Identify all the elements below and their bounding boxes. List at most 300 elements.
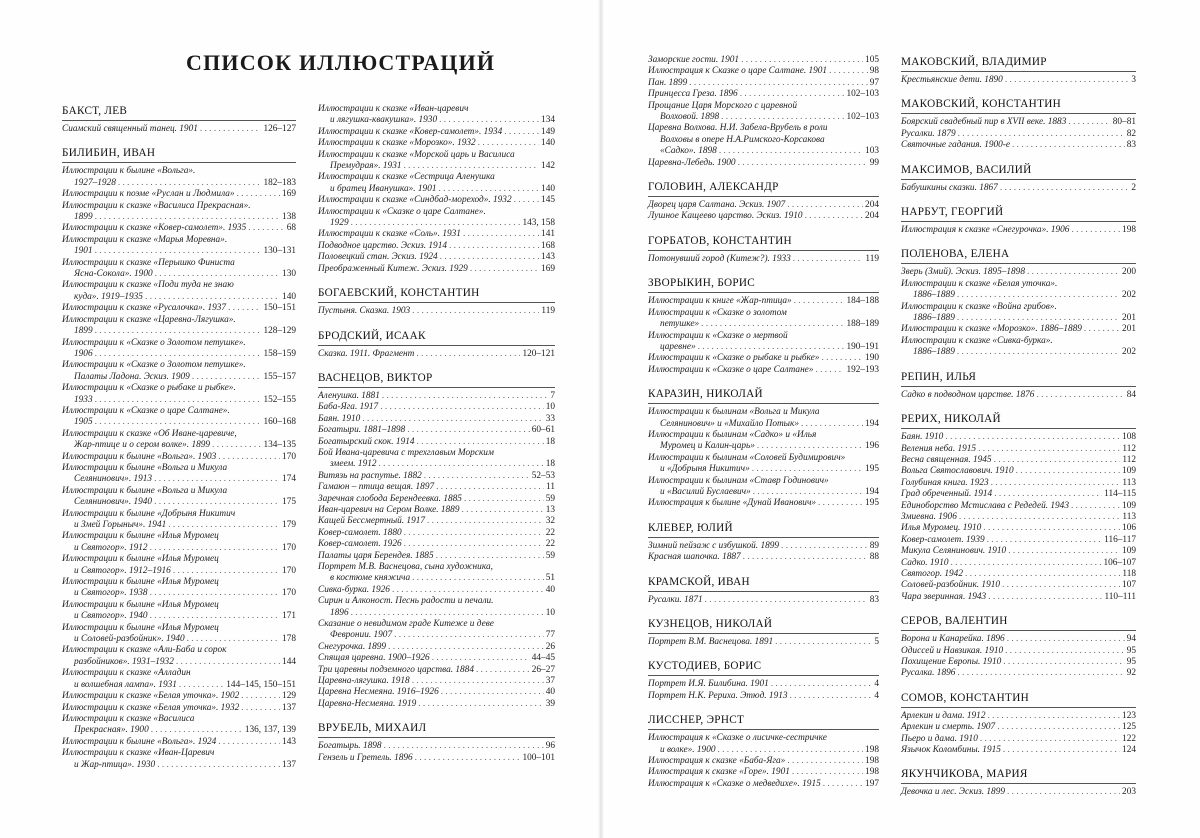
page-number: 84 bbox=[1126, 389, 1136, 400]
entry-title: Царевна-Лебедь. 1900 bbox=[648, 157, 736, 168]
entry-line bbox=[62, 531, 296, 542]
illustration-entry bbox=[648, 89, 879, 100]
entry-title: Половецкий стан. Эскиз. 1924 bbox=[318, 252, 438, 263]
entry-line bbox=[62, 269, 296, 280]
entry-title: и «Добрыня Никитич» bbox=[660, 464, 750, 475]
entry-title: Иллюстрации к былине «Вольга». 1903 bbox=[62, 451, 217, 462]
illustration-entry bbox=[62, 360, 296, 383]
entry-line bbox=[901, 140, 1136, 151]
dot-leader bbox=[436, 551, 544, 562]
page-number: 126–127 bbox=[263, 124, 296, 134]
page-number: 83 bbox=[869, 594, 879, 605]
entry-line bbox=[901, 313, 1136, 324]
artist-section bbox=[648, 617, 879, 648]
dot-leader bbox=[801, 419, 863, 430]
entry-title: Зимний пейзаж с избушкой. 1899 bbox=[648, 540, 780, 551]
dot-leader bbox=[404, 539, 544, 550]
entry-title: Иллюстрация к сказке «Баба-Яга» bbox=[648, 756, 786, 767]
entry-title: Бой Ивана-царевича с трехглавым Морским bbox=[318, 447, 494, 458]
entry-line bbox=[901, 75, 1136, 86]
artist-section bbox=[901, 412, 1136, 603]
entry-line bbox=[648, 66, 879, 77]
entry-line bbox=[318, 608, 555, 619]
artist-heading: БРОДСКИЙ, ИСААК bbox=[318, 329, 555, 346]
page-number: 26–27 bbox=[531, 664, 555, 675]
entry-title: Соловей-разбойник. 1910 bbox=[901, 580, 1001, 591]
entry-title: Баян. 1910 bbox=[901, 432, 944, 443]
entry-line bbox=[318, 195, 555, 206]
entry-title: Иллюстрации к былине «Вольга и Микула bbox=[62, 485, 228, 496]
entry-title: Иллюстрации к сказке «Сивка-бурка». bbox=[901, 335, 1053, 346]
entry-line bbox=[901, 657, 1136, 668]
entry-title: Иллюстрации к поэме «Руслан и Людмила» bbox=[62, 189, 235, 200]
entry-title: Иллюстрации к сказке «Белая уточка». 1902 bbox=[62, 691, 240, 702]
illustration-entry bbox=[318, 562, 555, 585]
page-number: 109 bbox=[1122, 546, 1136, 557]
entry-title: Сказка. 1911. Фрагмент bbox=[318, 348, 415, 359]
entry-title: Иллюстрации к сказке «Иван-царевич bbox=[318, 104, 469, 114]
illustration-entry bbox=[901, 279, 1136, 302]
entry-line bbox=[318, 241, 555, 252]
dot-leader bbox=[994, 455, 1121, 466]
entry-line bbox=[648, 331, 879, 342]
entry-line bbox=[62, 691, 296, 702]
artist-heading: ЛИССНЕР, ЭРНСТ bbox=[648, 713, 879, 730]
page-number: 106 bbox=[1122, 523, 1136, 534]
entry-line bbox=[318, 150, 555, 161]
illustration-entry bbox=[901, 324, 1136, 335]
illustration-entry bbox=[901, 569, 1136, 580]
page-number: 170 bbox=[282, 565, 296, 576]
page-number: 119 bbox=[541, 306, 555, 317]
page-number: 144–145, 150–151 bbox=[226, 679, 296, 690]
entry-line bbox=[648, 767, 879, 778]
illustration-entry bbox=[318, 127, 555, 138]
entry-line bbox=[901, 535, 1136, 546]
dot-leader bbox=[95, 349, 262, 360]
page-number: 11 bbox=[546, 482, 555, 493]
entry-title: Сивка-бурка. 1926 bbox=[318, 584, 390, 595]
page-number: 80–81 bbox=[1112, 117, 1136, 128]
illustration-entry bbox=[648, 200, 879, 211]
entry-line bbox=[318, 459, 555, 470]
entry-title: Иллюстрации к сказке «Поди туда не знаю bbox=[62, 280, 234, 291]
illustration-entry bbox=[62, 748, 296, 771]
dot-leader bbox=[382, 391, 548, 402]
entry-line bbox=[901, 668, 1136, 679]
entry-title: Русалки. 1879 bbox=[901, 128, 956, 139]
illustration-entry bbox=[318, 172, 555, 195]
entry-line bbox=[901, 569, 1136, 580]
page-number: 88 bbox=[869, 552, 879, 563]
page-number: 130–131 bbox=[263, 246, 296, 257]
entry-line bbox=[318, 391, 555, 402]
entry-line bbox=[318, 437, 555, 448]
entry-title: Иллюстрации к былине «Илья Муромец bbox=[62, 554, 219, 565]
illustration-entry bbox=[62, 554, 296, 577]
entry-title: Аленушка. 1881 bbox=[318, 390, 380, 401]
dot-leader bbox=[1071, 501, 1120, 512]
entry-line bbox=[901, 580, 1136, 591]
entry-line bbox=[318, 528, 555, 539]
dot-leader bbox=[957, 668, 1124, 679]
dot-leader bbox=[1008, 546, 1120, 557]
illustration-entry bbox=[648, 498, 879, 509]
entry-line bbox=[648, 476, 879, 487]
entry-title: Царевна Волхова. Н.И. Забела-Врубель в роли bbox=[648, 123, 828, 134]
entry-title: Иллюстрации к сказке «Алладин bbox=[62, 668, 191, 679]
dot-leader bbox=[988, 592, 1102, 603]
dot-leader bbox=[248, 223, 284, 234]
entry-line bbox=[62, 497, 296, 508]
entry-title: и волке». 1900 bbox=[660, 744, 716, 755]
page-number: 106–107 bbox=[1103, 557, 1136, 568]
illustration-entry bbox=[648, 55, 879, 66]
illustration-entry bbox=[901, 390, 1136, 401]
page-number: 109 bbox=[1122, 500, 1136, 511]
dot-leader bbox=[218, 737, 280, 748]
artist-heading: ПОЛЕНОВА, ЕЛЕНА bbox=[901, 247, 1136, 264]
illustration-entry bbox=[648, 767, 879, 778]
entry-title: Арлекин и смерть. 1907 bbox=[901, 722, 996, 733]
illustration-entry bbox=[648, 407, 879, 430]
page-number: 51 bbox=[545, 573, 555, 584]
illustration-entry bbox=[648, 691, 879, 702]
illustration-entry bbox=[901, 668, 1136, 679]
entry-title: Крестьянские дети. 1890 bbox=[901, 75, 1003, 85]
entry-line bbox=[62, 520, 296, 531]
entry-line bbox=[648, 779, 879, 790]
entry-line bbox=[318, 642, 555, 653]
artist-heading: КРАМСКОЙ, ИВАН bbox=[648, 575, 879, 592]
dot-leader bbox=[407, 425, 530, 436]
entry-line bbox=[318, 494, 555, 505]
page-number: 194 bbox=[865, 418, 879, 429]
entry-title: Февронии. 1907 bbox=[330, 630, 393, 641]
entry-title: Иллюстрации к сказке «Белая уточка». bbox=[901, 278, 1058, 289]
entry-line bbox=[901, 455, 1136, 466]
page-number: 100–101 bbox=[522, 752, 555, 763]
illustration-entry bbox=[318, 741, 555, 752]
dot-leader bbox=[154, 474, 280, 485]
illustration-entry bbox=[318, 425, 555, 436]
illustration-entry bbox=[901, 722, 1136, 733]
artist-heading: СЕРОВ, ВАЛЕНТИН bbox=[901, 614, 1136, 631]
illustration-entry bbox=[648, 66, 879, 77]
illustration-entry bbox=[648, 756, 879, 767]
entry-line bbox=[62, 760, 296, 771]
page-number: 179 bbox=[282, 520, 296, 530]
entry-title: Ковер-самолет. 1939 bbox=[901, 534, 985, 545]
entry-title: Три царевны подземного царства. 1884 bbox=[318, 664, 474, 675]
entry-title: Иллюстрации к сказке «Марья Моревна». bbox=[62, 234, 228, 245]
entry-line bbox=[648, 733, 879, 744]
illustration-entry bbox=[648, 101, 879, 124]
entry-title: и Жар-птица». 1930 bbox=[74, 759, 156, 770]
entry-line bbox=[318, 573, 555, 584]
page-number: 129 bbox=[282, 691, 296, 702]
entry-title: и Святогор». 1912 bbox=[74, 542, 148, 553]
entry-line bbox=[62, 509, 296, 520]
entry-title: и братец Иванушка». 1901 bbox=[330, 183, 437, 194]
entry-title: Иллюстрации к сказке «Сестрица Аленушка bbox=[318, 172, 495, 183]
artist-heading: БОГАЕВСКИЙ, КОНСТАНТИН bbox=[318, 286, 555, 303]
entry-line bbox=[648, 419, 879, 430]
illustration-entry bbox=[901, 512, 1136, 523]
illustration-entry bbox=[318, 528, 555, 539]
entry-line bbox=[62, 703, 296, 714]
entry-title: Портрет М.В. Васнецова, сына художника, bbox=[318, 562, 493, 572]
dot-leader bbox=[957, 290, 1120, 301]
entry-line bbox=[901, 117, 1136, 128]
dot-leader bbox=[145, 292, 280, 303]
entry-line bbox=[901, 432, 1136, 443]
illustration-entry bbox=[62, 429, 296, 452]
entry-title: Царевна Несмеяна. 1916–1926 bbox=[318, 687, 439, 698]
dot-leader bbox=[787, 200, 863, 211]
dot-leader bbox=[380, 402, 544, 413]
entry-line bbox=[648, 308, 879, 319]
entry-line bbox=[62, 634, 296, 645]
dot-leader bbox=[1000, 183, 1130, 194]
illustration-entry bbox=[318, 229, 555, 240]
illustration-entry bbox=[901, 523, 1136, 534]
entry-line bbox=[901, 129, 1136, 140]
entry-title: 1886–1889 bbox=[913, 313, 955, 324]
entry-line bbox=[62, 406, 296, 417]
illustration-entry bbox=[318, 619, 555, 642]
page-number: 144 bbox=[282, 656, 296, 667]
entry-line bbox=[648, 441, 879, 452]
entry-line bbox=[318, 619, 555, 630]
entry-title: Девочка и лес. Эскиз. 1899 bbox=[901, 787, 1006, 798]
entry-title: Палаты Ладона. Эскиз. 1909 bbox=[74, 371, 190, 382]
page-number: 10 bbox=[545, 607, 555, 618]
entry-title: Язычок Коломбины. 1915 bbox=[901, 745, 1001, 756]
page-number: 89 bbox=[869, 540, 879, 551]
illustration-entry bbox=[648, 353, 879, 364]
page-number: 195 bbox=[865, 498, 879, 509]
dot-leader bbox=[150, 543, 280, 554]
entry-title: Русалки. 1871 bbox=[648, 594, 703, 605]
entry-title: Иллюстрация к сказке «Горе». 1901 bbox=[648, 767, 790, 778]
illustration-entry bbox=[318, 402, 555, 413]
dot-leader bbox=[440, 252, 539, 263]
entry-line bbox=[318, 699, 555, 710]
page-number: 3 bbox=[1131, 75, 1136, 85]
illustration-entry bbox=[318, 699, 555, 710]
page-number: 142 bbox=[541, 161, 555, 172]
entry-line bbox=[318, 229, 555, 240]
entry-title: 1901 bbox=[74, 246, 93, 257]
artist-section bbox=[648, 180, 879, 223]
illustration-entry bbox=[648, 123, 879, 157]
page-number: 4 bbox=[874, 690, 879, 701]
illustration-entry bbox=[62, 124, 296, 135]
artist-heading: КУЗНЕЦОВ, НИКОЛАЙ bbox=[648, 617, 879, 634]
entry-title: Иллюстрация к сказке «Снегурочка». 1906 bbox=[901, 225, 1070, 236]
entry-line bbox=[318, 207, 555, 218]
entry-title: Арлекин и дама. 1912 bbox=[901, 710, 986, 721]
dot-leader bbox=[721, 112, 844, 123]
page-number: 94 bbox=[1126, 634, 1136, 645]
illustration-entry bbox=[648, 541, 879, 552]
entry-title: царевне» bbox=[660, 341, 696, 352]
entry-line bbox=[62, 554, 296, 565]
page-number: 202 bbox=[1122, 347, 1136, 358]
illustration-entry bbox=[318, 596, 555, 619]
entry-line bbox=[62, 714, 296, 725]
entry-line bbox=[648, 756, 879, 767]
page-number: 5 bbox=[874, 637, 879, 647]
entry-line bbox=[62, 440, 296, 451]
illustration-entry bbox=[62, 258, 296, 281]
dot-leader bbox=[705, 595, 868, 606]
entry-line bbox=[648, 200, 879, 211]
page-number: 123 bbox=[1122, 710, 1136, 721]
entry-line bbox=[901, 592, 1136, 603]
artist-section bbox=[901, 691, 1136, 757]
dot-leader bbox=[752, 464, 863, 475]
dot-leader bbox=[441, 687, 544, 698]
entry-title: Иллюстрации к былине «Вольга и Микула bbox=[62, 462, 228, 473]
entry-title: Иллюстрации к сказке «Морской царь и Василиса bbox=[318, 149, 515, 160]
entry-title: Илья Муромец. 1910 bbox=[901, 523, 982, 534]
entry-title: Муромец и Калин-царь» bbox=[660, 441, 755, 452]
illustration-entry bbox=[318, 349, 555, 360]
dot-leader bbox=[983, 523, 1120, 534]
entry-title: Красная шапочка. 1887 bbox=[648, 552, 741, 563]
entry-title: и Святогор». 1912–1916 bbox=[74, 565, 171, 576]
artist-section bbox=[318, 286, 555, 317]
entry-line bbox=[901, 225, 1136, 236]
entry-title: 1906 bbox=[74, 348, 93, 359]
entry-line bbox=[318, 448, 555, 459]
entry-line bbox=[648, 691, 879, 702]
illustration-entry bbox=[62, 691, 296, 702]
illustration-entry bbox=[62, 223, 296, 234]
entry-line bbox=[648, 353, 879, 364]
entry-line bbox=[318, 127, 555, 138]
page-number: 170 bbox=[282, 542, 296, 553]
entry-line bbox=[318, 349, 555, 360]
entry-title: Портрет И.Я. Билибина. 1901 bbox=[648, 679, 769, 690]
illustration-entry bbox=[318, 551, 555, 562]
artist-heading: РЕПИН, ИЛЬЯ bbox=[901, 370, 1136, 387]
dot-leader bbox=[980, 734, 1120, 745]
artist-section bbox=[648, 387, 879, 510]
dot-leader bbox=[439, 115, 539, 126]
entry-line bbox=[62, 360, 296, 371]
dot-leader bbox=[997, 722, 1120, 733]
page-number: 130 bbox=[282, 269, 296, 280]
entry-title: Зверь (Змий). Эскиз. 1895–1898 bbox=[901, 267, 1025, 278]
dot-leader bbox=[155, 269, 280, 280]
illustration-entry bbox=[62, 303, 296, 314]
artist-heading: ГОЛОВИН, АЛЕКСАНДР bbox=[648, 180, 879, 197]
entry-title: Иллюстрации к сказке «Война грибов». bbox=[901, 301, 1057, 312]
page-number: 143 bbox=[541, 252, 555, 263]
entry-title: Иллюстрации к былине «Вольга». bbox=[62, 166, 196, 177]
page-number: 141 bbox=[541, 229, 555, 240]
illustration-entry bbox=[318, 539, 555, 550]
page-number: 52–53 bbox=[531, 470, 555, 481]
index-column-3 bbox=[648, 55, 879, 801]
dot-leader bbox=[794, 296, 845, 307]
page-number: 168 bbox=[541, 240, 555, 251]
entry-line bbox=[62, 657, 296, 668]
entry-title: Ковер-самолет. 1880 bbox=[318, 527, 402, 538]
illustration-entry bbox=[901, 267, 1136, 278]
entry-title: Гамаюн – птица вещая. 1897 bbox=[318, 482, 435, 493]
page-number: 107 bbox=[1122, 580, 1136, 591]
entry-line bbox=[62, 246, 296, 257]
entry-line bbox=[648, 407, 879, 418]
entry-line bbox=[318, 482, 555, 493]
illustration-entry bbox=[901, 444, 1136, 455]
artist-section bbox=[318, 721, 555, 764]
entry-line bbox=[648, 211, 879, 222]
entry-line bbox=[648, 78, 879, 89]
entry-title: Весна священная. 1945 bbox=[901, 454, 992, 465]
dot-leader bbox=[412, 573, 544, 584]
entry-line bbox=[62, 474, 296, 485]
dot-leader bbox=[994, 489, 1102, 500]
entry-line bbox=[62, 417, 296, 428]
entry-title: и Святогор». 1940 bbox=[74, 611, 148, 622]
page-number: 190–191 bbox=[846, 341, 879, 352]
entry-line bbox=[648, 112, 879, 123]
entry-line bbox=[62, 577, 296, 588]
entry-line bbox=[648, 498, 879, 509]
page-number: 195 bbox=[865, 464, 879, 475]
entry-title: Богатыри. 1881–1898 bbox=[318, 425, 406, 436]
entry-title: Иллюстрации к былине «Вольга». 1924 bbox=[62, 736, 217, 747]
illustration-entry bbox=[62, 668, 296, 691]
artist-heading: ЗВОРЫКИН, БОРИС bbox=[648, 276, 879, 293]
dot-leader bbox=[463, 229, 539, 240]
illustration-entry bbox=[901, 302, 1136, 325]
entry-line bbox=[648, 637, 879, 648]
page-number: 203 bbox=[1122, 787, 1136, 798]
entry-title: Иллюстрация к «Сказке о лисичке-сестричке bbox=[648, 733, 827, 744]
page-number: 174 bbox=[282, 474, 296, 485]
entry-line bbox=[62, 212, 296, 223]
page-number: 116–117 bbox=[1104, 534, 1136, 545]
page-number: 26 bbox=[545, 641, 555, 652]
dot-leader bbox=[412, 676, 544, 687]
dot-leader bbox=[404, 161, 540, 172]
entry-title: Иллюстрации к былине «Илья Муромец bbox=[62, 622, 219, 633]
entry-title: Веления неба. 1915 bbox=[901, 443, 977, 454]
illustration-entry bbox=[318, 482, 555, 493]
entry-title: Иллюстрации к былине «Илья Муромец bbox=[62, 599, 219, 610]
illustration-entry bbox=[318, 676, 555, 687]
entry-title: Лушное Кащеево царство. Эскиз. 1910 bbox=[648, 211, 803, 222]
illustration-entry bbox=[648, 779, 879, 790]
dot-leader bbox=[823, 779, 863, 790]
page-gutter bbox=[598, 0, 604, 838]
illustration-entry bbox=[648, 296, 879, 307]
illustration-entry bbox=[318, 104, 555, 127]
entry-line bbox=[318, 402, 555, 413]
page-number: 143, 158 bbox=[522, 218, 555, 229]
illustration-entry bbox=[62, 235, 296, 258]
dot-leader bbox=[514, 195, 539, 206]
illustration-entry bbox=[901, 646, 1136, 657]
artist-section bbox=[901, 247, 1136, 358]
page-number: 184–188 bbox=[846, 296, 879, 307]
